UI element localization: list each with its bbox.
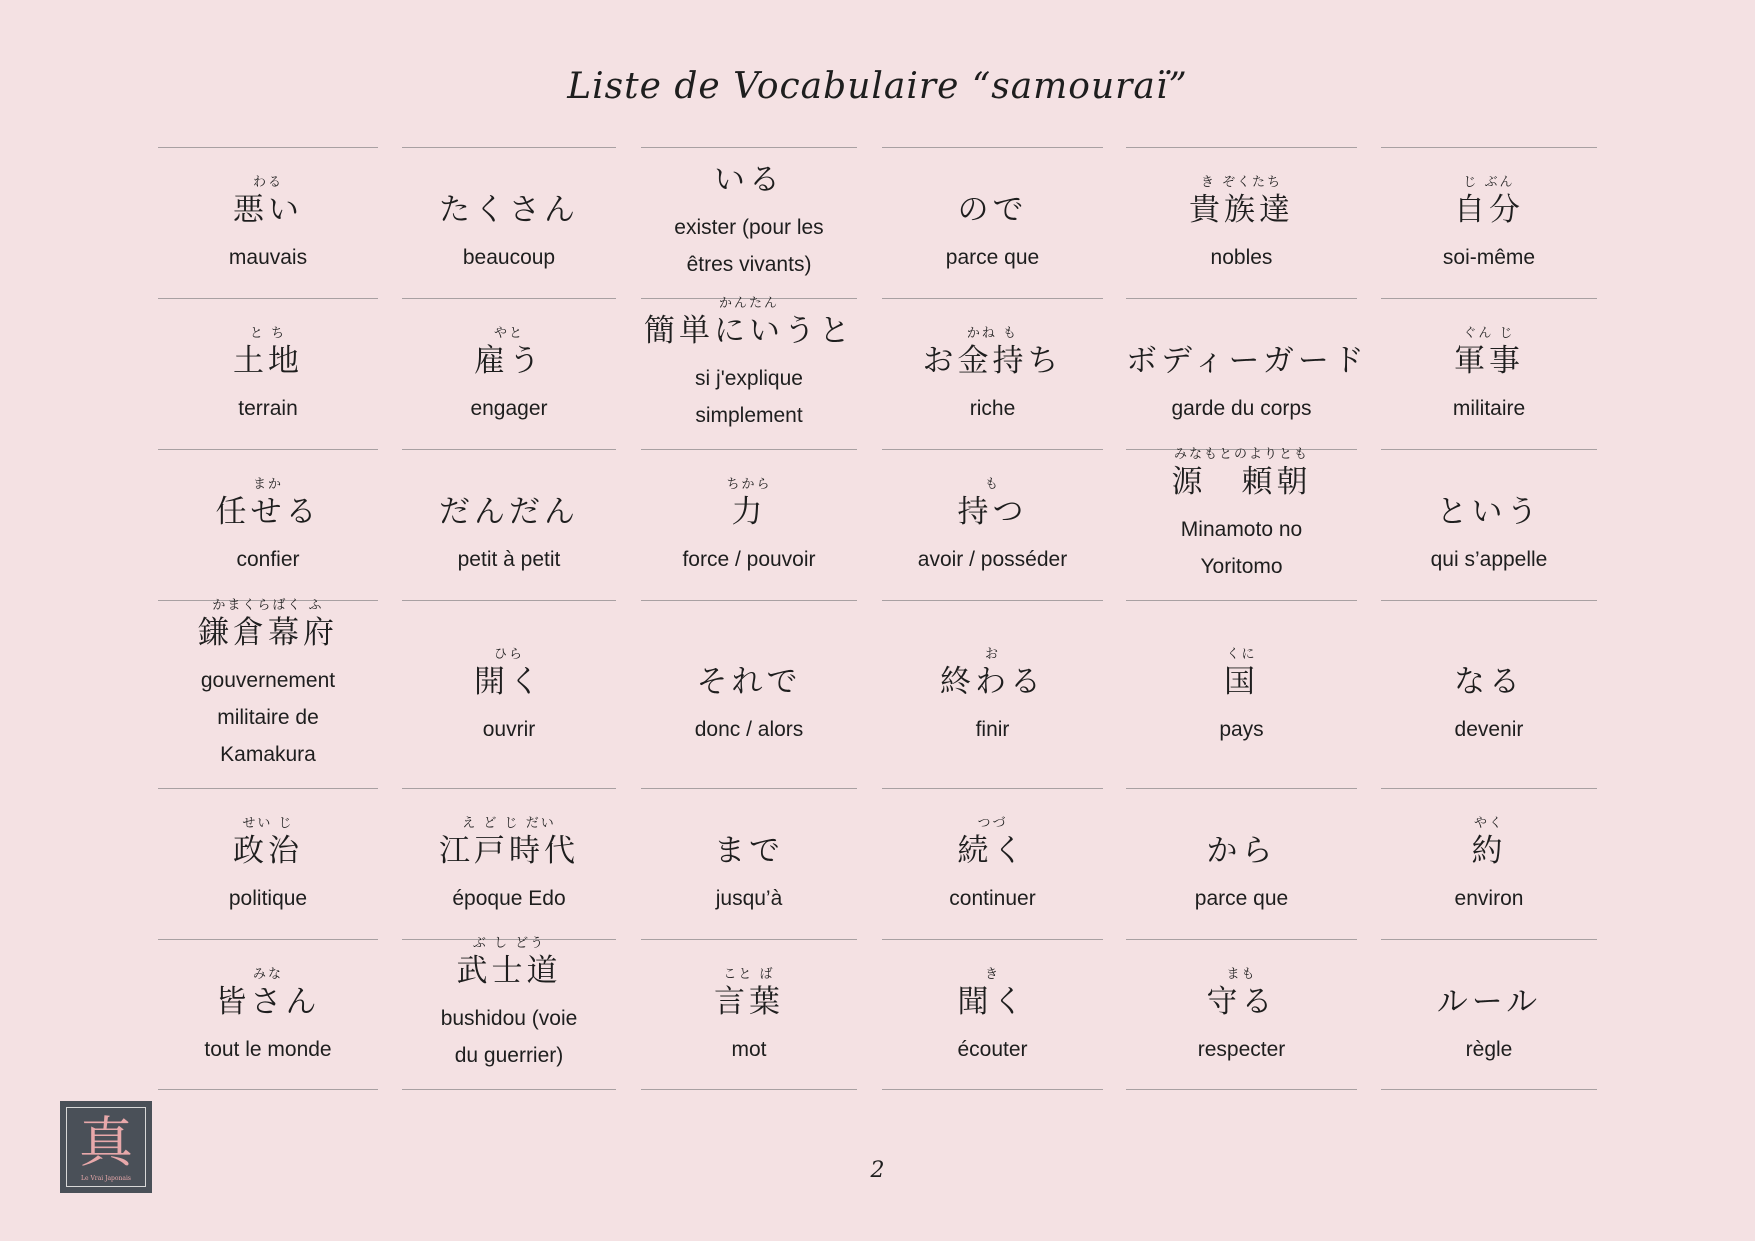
- vocab-card: [402, 600, 616, 788]
- vocab-card: [1126, 449, 1357, 600]
- japanese-word: 自分: [1454, 192, 1524, 228]
- vocab-card: [882, 298, 1103, 449]
- furigana-reading: こと ば: [723, 967, 775, 982]
- japanese-word: という: [1436, 494, 1542, 530]
- japanese-word: 軍事: [1454, 343, 1524, 379]
- japanese-word: 持つ: [957, 494, 1028, 530]
- french-meaning: jusqu’à: [715, 887, 783, 910]
- vocab-card: [641, 788, 857, 939]
- japanese-word: 土地: [233, 343, 303, 379]
- japanese-word: から: [1206, 833, 1277, 869]
- page-title: Liste de Vocabulaire “samouraï”: [567, 66, 1188, 107]
- furigana-reading: ぐん じ: [1463, 326, 1515, 341]
- vocab-card: [1126, 298, 1368, 449]
- vocab-card: [402, 298, 616, 449]
- furigana-reading: ちから: [726, 477, 772, 492]
- french-meaning: avoir / posséder: [917, 548, 1068, 571]
- japanese-word: 武士道: [456, 953, 562, 989]
- japanese-word: 鎌倉幕府: [198, 615, 338, 651]
- row-divider: [882, 1089, 1103, 1090]
- row-divider: [1381, 1089, 1597, 1090]
- vocab-card: [1126, 600, 1357, 788]
- japanese-word: 悪い: [233, 192, 303, 228]
- furigana-reading: ぶ し どう: [472, 936, 546, 951]
- french-meaning: respecter: [1197, 1038, 1286, 1061]
- page-number: 2: [870, 1158, 885, 1183]
- french-meaning: terrain: [238, 397, 298, 420]
- vocab-card: [641, 449, 857, 600]
- japanese-word: 守る: [1206, 984, 1277, 1020]
- vocab-card: [402, 449, 616, 600]
- vocab-card: [882, 449, 1103, 600]
- japanese-word: 聞く: [957, 984, 1028, 1020]
- furigana-reading: も: [984, 477, 1000, 492]
- vocab-card: [158, 298, 378, 449]
- french-meaning: beaucoup: [462, 246, 556, 269]
- vocab-card: [402, 936, 616, 1089]
- japanese-word: ので: [957, 192, 1028, 228]
- french-meaning: riche: [969, 397, 1016, 420]
- french-meaning: confier: [236, 548, 300, 571]
- french-meaning: exister (pour les êtres vivants): [674, 216, 824, 276]
- furigana-reading: つづ: [977, 816, 1008, 831]
- french-meaning: écouter: [957, 1038, 1028, 1061]
- row-divider: [402, 1089, 616, 1090]
- vocab-card: [1381, 939, 1597, 1089]
- furigana-reading: じ ぶん: [1463, 175, 1515, 190]
- french-meaning: environ: [1454, 887, 1524, 910]
- japanese-word: だんだん: [439, 494, 579, 530]
- japanese-word: ルール: [1436, 984, 1542, 1020]
- vocab-card: [1381, 600, 1597, 788]
- row-divider: [1126, 1089, 1357, 1090]
- japanese-word: 終わる: [940, 664, 1045, 700]
- furigana-reading: せい じ: [242, 816, 294, 831]
- japanese-word: お金持ち: [922, 343, 1063, 379]
- japanese-word: いる: [714, 162, 784, 198]
- french-meaning: mot: [731, 1038, 767, 1061]
- french-meaning: mauvais: [228, 246, 308, 269]
- french-meaning: petit à petit: [457, 548, 561, 571]
- vocab-card: [158, 600, 378, 788]
- furigana-reading: ひら: [493, 647, 524, 662]
- row-divider: [158, 1089, 378, 1090]
- french-meaning: pays: [1219, 718, 1264, 741]
- french-meaning: garde du corps: [1171, 397, 1312, 420]
- japanese-word: ボディーガード: [1126, 343, 1368, 379]
- japanese-word: 開く: [474, 664, 544, 700]
- vocab-card: [158, 939, 378, 1089]
- japanese-word: 力: [731, 494, 767, 530]
- vocab-card: [641, 298, 857, 449]
- vocab-card: [641, 939, 857, 1089]
- vocab-card: [1381, 147, 1597, 298]
- french-meaning: continuer: [949, 887, 1036, 910]
- furigana-reading: くに: [1226, 647, 1257, 662]
- furigana-reading: かね も: [966, 326, 1019, 341]
- furigana-reading: き: [984, 967, 1000, 982]
- furigana-reading: き ぞくたち: [1200, 175, 1283, 190]
- japanese-word: 約: [1471, 833, 1507, 869]
- french-meaning: Minamoto no Yoritomo: [1180, 518, 1303, 578]
- japanese-word: 簡単にいうと: [644, 313, 854, 349]
- french-meaning: nobles: [1210, 246, 1273, 269]
- french-meaning: époque Edo: [452, 887, 566, 910]
- furigana-reading: お: [984, 647, 1000, 662]
- furigana-reading: と ち: [249, 326, 287, 341]
- japanese-word: 言葉: [714, 984, 784, 1020]
- vocab-card: [1126, 147, 1357, 298]
- vocab-card: [641, 147, 857, 298]
- furigana-reading: まか: [252, 477, 283, 492]
- japanese-word: まで: [714, 833, 784, 869]
- vocab-card: [158, 147, 378, 298]
- japanese-word: 江戸時代: [439, 833, 579, 869]
- vocab-card: [1126, 788, 1357, 939]
- vocab-card: [882, 600, 1103, 788]
- japanese-word: 国: [1224, 664, 1259, 700]
- vocab-card: [882, 788, 1103, 939]
- vocab-card: [402, 788, 616, 939]
- furigana-reading: かまくらばく ふ: [212, 598, 324, 613]
- japanese-word: 任せる: [215, 494, 321, 530]
- japanese-word: なる: [1454, 664, 1524, 700]
- french-meaning: soi-même: [1442, 246, 1536, 269]
- logo-kanji: 真: [79, 1111, 133, 1174]
- vocab-card: [641, 600, 857, 788]
- furigana-reading: わる: [252, 175, 283, 190]
- french-meaning: parce que: [945, 246, 1040, 269]
- french-meaning: politique: [228, 887, 308, 910]
- japanese-word: 政治: [233, 833, 303, 869]
- furigana-reading: まも: [1226, 967, 1257, 982]
- furigana-reading: やと: [493, 326, 524, 341]
- japanese-word: たくさん: [439, 192, 579, 228]
- vocab-card: [158, 788, 378, 939]
- japanese-word: 続く: [957, 833, 1028, 869]
- vocab-card: [882, 147, 1103, 298]
- vocab-card: [402, 147, 616, 298]
- japanese-word: 貴族達: [1189, 192, 1294, 228]
- vocab-card: [158, 449, 378, 600]
- furigana-reading: かんたん: [718, 296, 779, 311]
- row-divider: [641, 1089, 857, 1090]
- french-meaning: ouvrir: [482, 718, 536, 741]
- japanese-word: 雇う: [474, 343, 544, 379]
- french-meaning: finir: [975, 718, 1010, 741]
- french-meaning: devenir: [1454, 718, 1524, 741]
- furigana-reading: やく: [1473, 816, 1504, 831]
- french-meaning: qui s’appelle: [1430, 548, 1548, 571]
- french-meaning: gouvernement militaire de Kamakura: [200, 669, 336, 766]
- japanese-word: 源 頼朝: [1171, 464, 1312, 500]
- vocab-card: [1126, 939, 1357, 1089]
- french-meaning: règle: [1465, 1038, 1513, 1061]
- french-meaning: donc / alors: [694, 718, 804, 741]
- french-meaning: parce que: [1194, 887, 1289, 910]
- french-meaning: militaire: [1452, 397, 1526, 420]
- japanese-word: 皆さん: [215, 984, 321, 1020]
- logo-text: Le Vrai Japonais: [81, 1175, 131, 1182]
- vocab-card: [1381, 449, 1597, 600]
- vocab-card: [882, 939, 1103, 1089]
- french-meaning: engager: [470, 397, 548, 420]
- japanese-word: それで: [696, 664, 802, 700]
- vocab-card: [1381, 298, 1597, 449]
- furigana-reading: みな: [252, 967, 283, 982]
- furigana-reading: え ど じ だい: [462, 816, 556, 831]
- french-meaning: bushidou (voie du guerrier): [440, 1007, 578, 1067]
- french-meaning: tout le monde: [204, 1038, 332, 1061]
- french-meaning: si j'explique simplement: [695, 367, 803, 427]
- french-meaning: force / pouvoir: [682, 548, 816, 571]
- vocab-card: [1381, 788, 1597, 939]
- furigana-reading: みなもとのよりとも: [1173, 447, 1309, 462]
